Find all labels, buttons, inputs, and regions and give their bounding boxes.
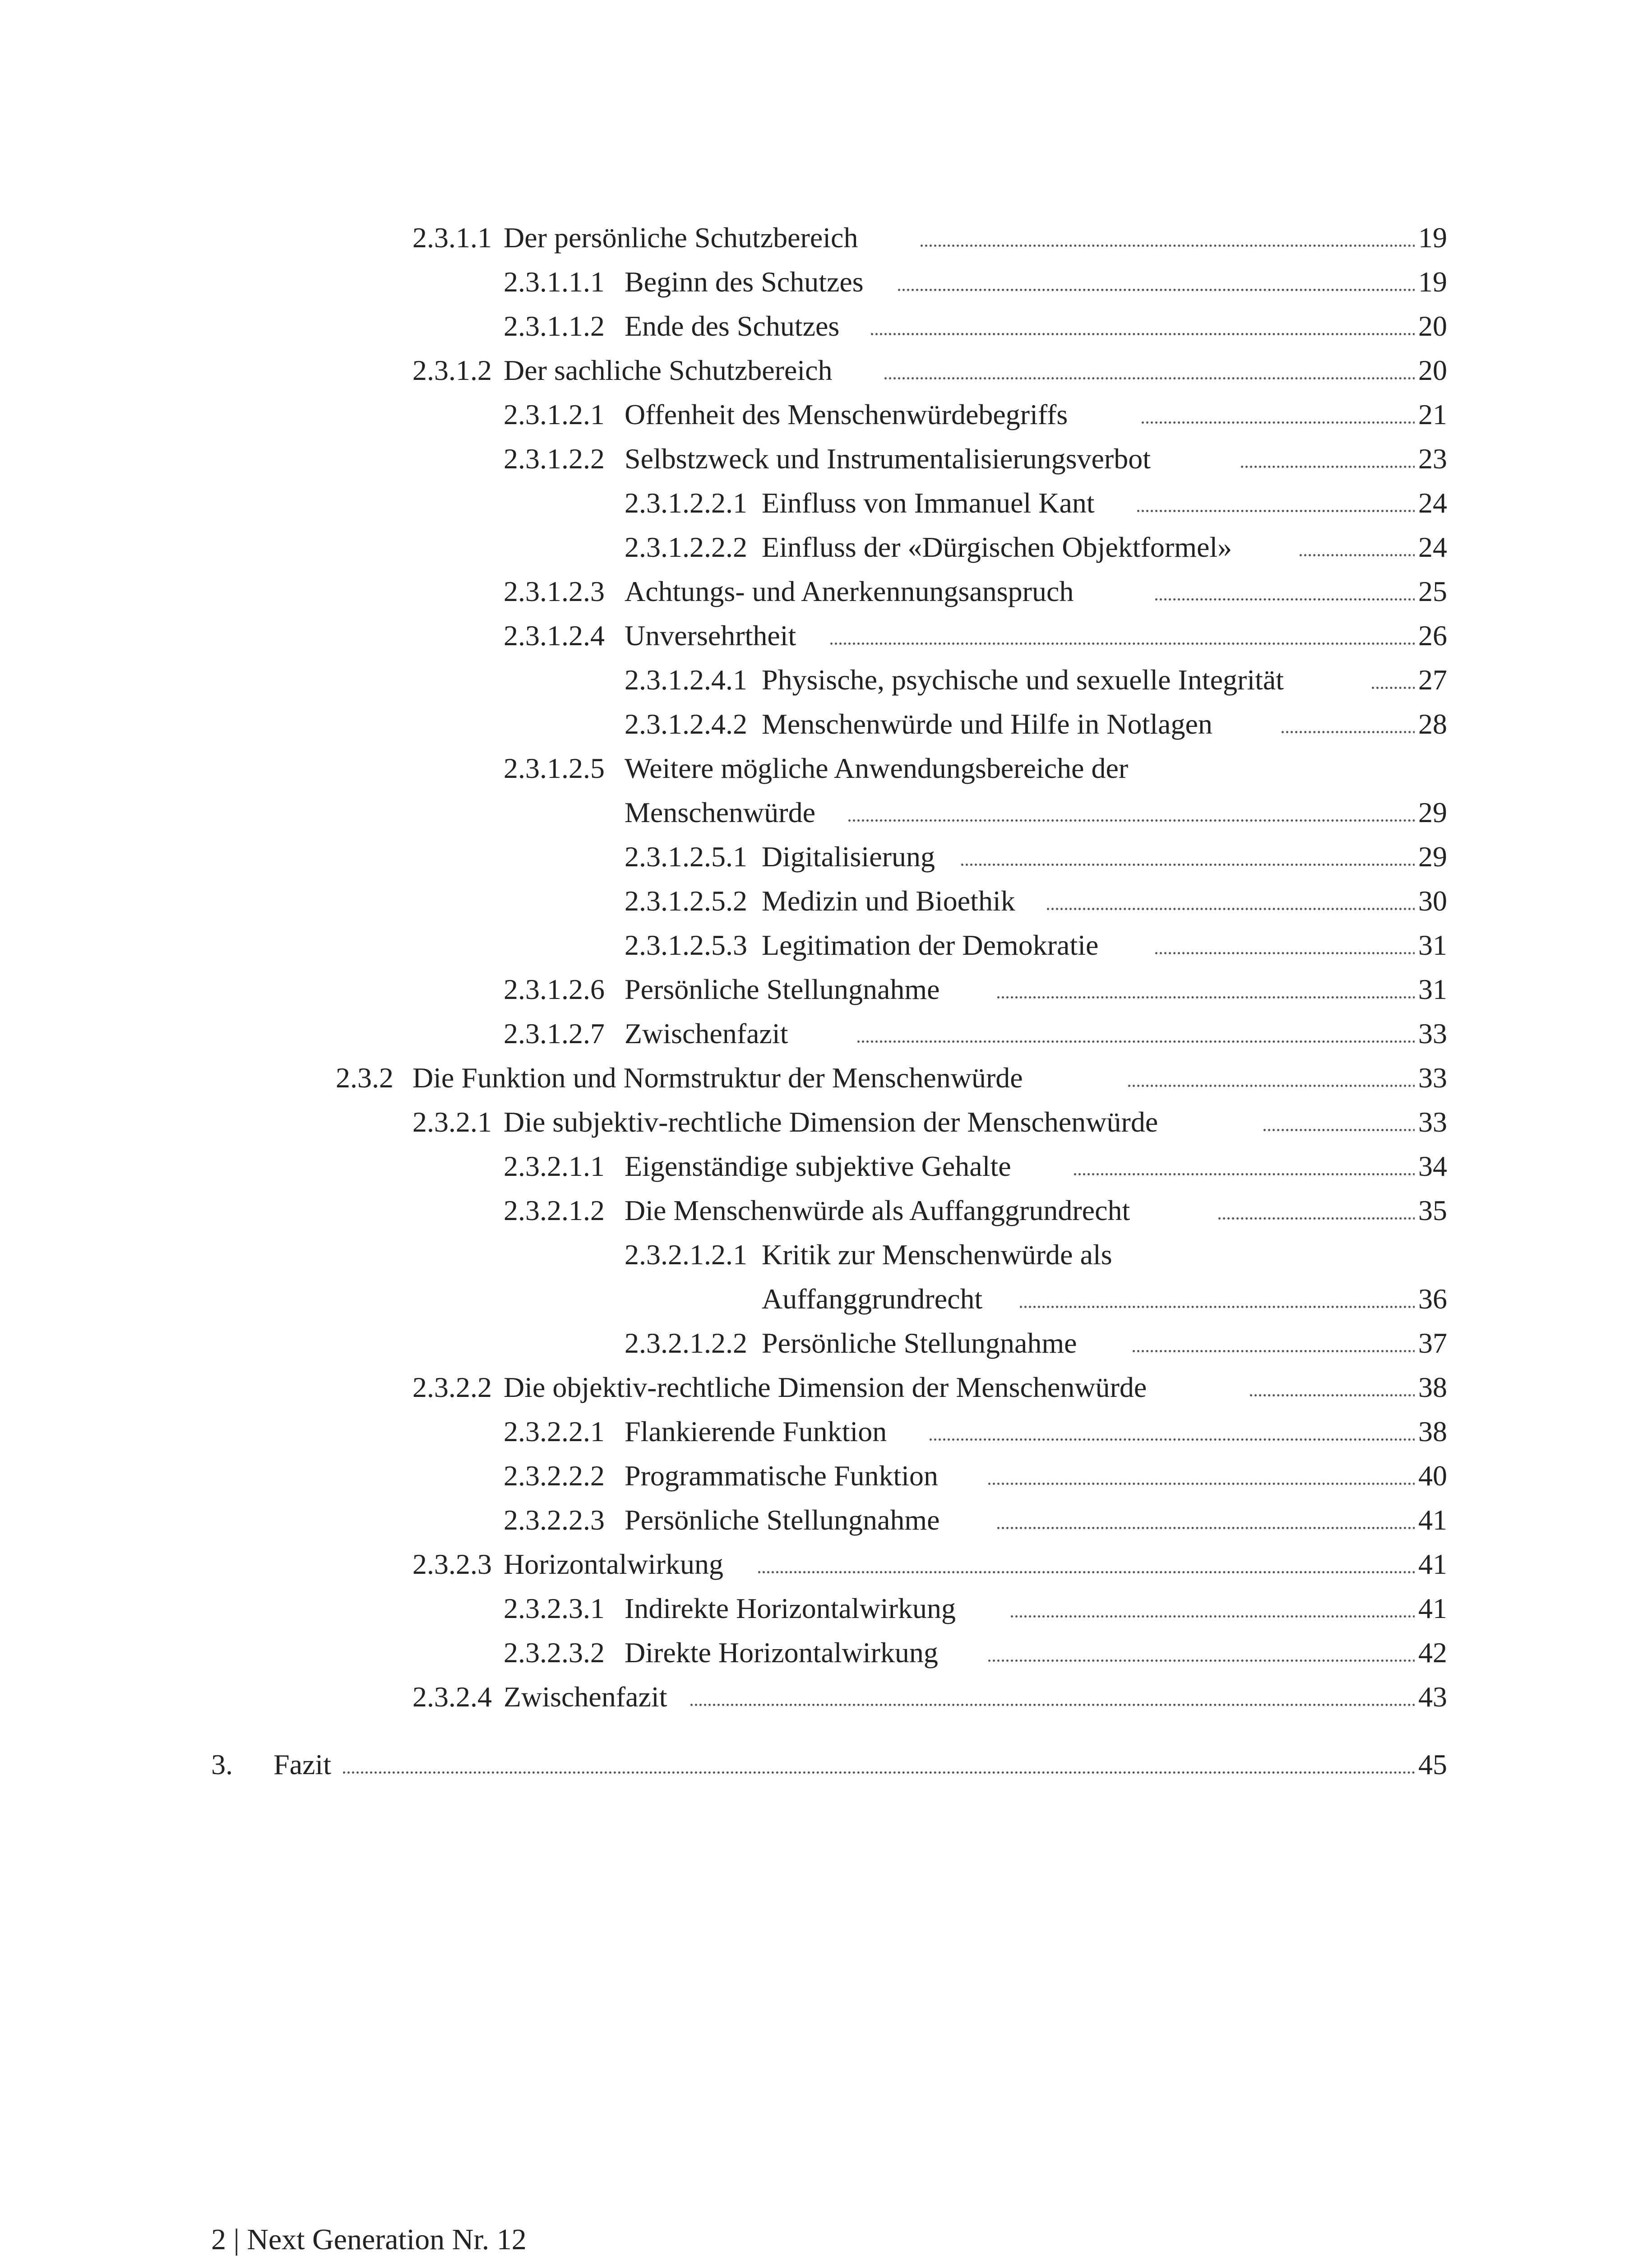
toc-title: Zwischenfazit xyxy=(625,1012,793,1056)
toc-entry[interactable] xyxy=(0,1056,1652,1100)
toc-number: 2.3.1.1.2 xyxy=(504,310,605,342)
dot-leader xyxy=(930,1438,1447,1441)
dot-leader xyxy=(988,1483,1447,1485)
toc-entry[interactable] xyxy=(0,525,1652,569)
toc-title: Horizontalwirkung xyxy=(504,1542,728,1586)
toc-page-number: 33 xyxy=(1415,1100,1447,1144)
toc-title: Einfluss der «Dürgischen Objektformel» xyxy=(762,525,1236,569)
dot-leader xyxy=(1155,952,1447,954)
toc-page-number: 35 xyxy=(1415,1188,1447,1233)
toc-page-number: 28 xyxy=(1415,702,1447,746)
toc-title: Selbstzweck und Instrumentalisierungsverbot xyxy=(625,437,1155,481)
toc-page-number: 20 xyxy=(1415,348,1447,393)
dot-leader xyxy=(898,289,1447,291)
dot-leader xyxy=(988,1660,1447,1662)
toc-page-number: 19 xyxy=(1415,260,1447,304)
dot-leader xyxy=(1137,510,1447,512)
toc-number: 2.3.1.2.3 xyxy=(504,575,605,607)
toc-entry[interactable] xyxy=(0,1100,1652,1144)
toc-number: 2.3.1.2.5.2 xyxy=(625,885,747,917)
toc-entry[interactable] xyxy=(0,393,1652,437)
toc-entry[interactable] xyxy=(0,1188,1652,1233)
toc-page-number: 41 xyxy=(1415,1498,1447,1542)
toc-entry[interactable] xyxy=(0,1743,1652,1787)
toc-entry[interactable] xyxy=(0,967,1652,1012)
toc-entry[interactable] xyxy=(0,658,1652,702)
toc-title: Zwischenfazit xyxy=(504,1675,672,1719)
dot-leader xyxy=(857,1040,1447,1043)
toc-page-number: 29 xyxy=(1415,791,1447,835)
toc-title-continued: Menschenwürde xyxy=(625,791,820,835)
toc-title: Beginn des Schutzes xyxy=(625,260,868,304)
dot-leader xyxy=(871,333,1447,335)
toc-page-number: 24 xyxy=(1415,525,1447,569)
toc-title: Physische, psychische und sexuelle Integrität xyxy=(762,658,1288,702)
toc-page-number: 33 xyxy=(1415,1056,1447,1100)
toc-title: Offenheit des Menschenwürdebegriffs xyxy=(625,393,1072,437)
toc-title: Die subjektiv-rechtliche Dimension der Menschenwürde xyxy=(504,1100,1162,1144)
toc-number: 2.3.1.2.4.2 xyxy=(625,708,747,740)
toc-number: 2.3.1.1 xyxy=(412,222,492,254)
toc-page-number: 36 xyxy=(1415,1277,1447,1321)
dot-leader xyxy=(997,1527,1447,1529)
toc-page-number: 33 xyxy=(1415,1012,1447,1056)
toc-number: 2.3.1.2.5 xyxy=(504,752,605,784)
toc-title: Kritik zur Menschenwürde als xyxy=(762,1233,1112,1277)
toc-number: 2.3.1.2.1 xyxy=(504,398,605,430)
toc-entry[interactable] xyxy=(0,879,1652,923)
dot-leader xyxy=(1128,1085,1447,1087)
toc-title: Achtungs- und Anerkennungsanspruch xyxy=(625,569,1078,614)
toc-number: 2.3.2.1.2.1 xyxy=(625,1239,747,1271)
dot-leader xyxy=(1020,1306,1447,1308)
toc-entry[interactable] xyxy=(0,1454,1652,1498)
toc-entry[interactable] xyxy=(0,1365,1652,1410)
toc-page-number: 30 xyxy=(1415,879,1447,923)
toc-page-number: 20 xyxy=(1415,304,1447,348)
dot-leader xyxy=(921,245,1447,247)
toc-page-number: 31 xyxy=(1415,923,1447,967)
toc-title: Einfluss von Immanuel Kant xyxy=(762,481,1099,525)
toc-title: Die Funktion und Normstruktur der Menschenwürde xyxy=(412,1056,1027,1100)
toc-title: Die objektiv-rechtliche Dimension der Menschenwürde xyxy=(504,1365,1151,1410)
dot-leader xyxy=(961,864,1447,866)
toc-page-number: 41 xyxy=(1415,1542,1447,1586)
dot-leader xyxy=(1011,1615,1447,1618)
toc-entry[interactable] xyxy=(0,348,1652,393)
toc-entry[interactable] xyxy=(0,614,1652,658)
dot-leader xyxy=(1047,908,1447,910)
toc-number: 2.3.2.1 xyxy=(412,1106,492,1138)
toc-title: Fazit xyxy=(273,1743,336,1787)
dot-leader xyxy=(343,1771,1447,1774)
toc-title: Legitimation der Demokratie xyxy=(762,923,1103,967)
page-footer: 2 | Next Generation Nr. 12 xyxy=(211,2223,527,2256)
toc-page-number: 27 xyxy=(1415,658,1447,702)
toc-number: 2.3.2.2.3 xyxy=(504,1504,605,1536)
toc-page-number: 38 xyxy=(1415,1410,1447,1454)
dot-leader xyxy=(848,819,1447,822)
toc-page-number: 38 xyxy=(1415,1365,1447,1410)
toc-page-number: 40 xyxy=(1415,1454,1447,1498)
toc-entry[interactable] xyxy=(0,1012,1652,1056)
toc-entry[interactable] xyxy=(0,304,1652,348)
toc-title: Persönliche Stellungnahme xyxy=(625,1498,944,1542)
dot-leader xyxy=(758,1571,1447,1573)
toc-title: Persönliche Stellungnahme xyxy=(762,1321,1082,1365)
toc-number: 2.3.1.2.4.1 xyxy=(625,664,747,696)
toc-page-number: 23 xyxy=(1415,437,1447,481)
toc-title: Flankierende Funktion xyxy=(625,1410,891,1454)
toc-entry[interactable] xyxy=(0,746,1652,835)
toc-title: Ende des Schutzes xyxy=(625,304,844,348)
toc-number: 2.3.1.2 xyxy=(412,354,492,386)
dot-leader xyxy=(884,377,1447,379)
toc-entry[interactable] xyxy=(0,1498,1652,1542)
toc-number: 3. xyxy=(211,1748,233,1780)
toc-title: Weitere mögliche Anwendungsbereiche der xyxy=(625,746,1128,791)
toc-entry[interactable] xyxy=(0,835,1652,879)
toc-number: 2.3.2.2.2 xyxy=(504,1460,605,1492)
toc-title: Unversehrtheit xyxy=(625,614,801,658)
toc-number: 2.3.2.3 xyxy=(412,1548,492,1580)
toc-title: Der persönliche Schutzbereich xyxy=(504,216,862,260)
dot-leader xyxy=(1133,1350,1447,1352)
toc-number: 2.3.2.3.2 xyxy=(504,1637,605,1669)
toc-title: Direkte Horizontalwirkung xyxy=(625,1631,943,1675)
dot-leader xyxy=(690,1704,1447,1706)
toc-page-number: 26 xyxy=(1415,614,1447,658)
toc-page-number: 34 xyxy=(1415,1144,1447,1188)
toc-entry[interactable] xyxy=(0,216,1652,260)
toc-entry[interactable] xyxy=(0,437,1652,481)
toc-title: Der sachliche Schutzbereich xyxy=(504,348,837,393)
toc-page-number: 19 xyxy=(1415,216,1447,260)
dot-leader xyxy=(1155,598,1447,601)
toc-page-number: 41 xyxy=(1415,1586,1447,1631)
toc-page-number: 31 xyxy=(1415,967,1447,1012)
toc-number: 2.3.1.2.5.3 xyxy=(625,929,747,961)
toc-number: 2.3.2.2 xyxy=(412,1371,492,1403)
toc-page-number: 45 xyxy=(1415,1743,1447,1787)
toc-number: 2.3.2.4 xyxy=(412,1681,492,1713)
toc-number: 2.3.1.2.2.1 xyxy=(625,487,747,519)
dot-leader xyxy=(1074,1173,1447,1175)
toc-title: Eigenständige subjektive Gehalte xyxy=(625,1144,1016,1188)
dot-leader xyxy=(830,643,1447,645)
dot-leader xyxy=(1142,421,1447,424)
toc-entry[interactable] xyxy=(0,569,1652,614)
toc-title: Indirekte Horizontalwirkung xyxy=(625,1586,960,1631)
dot-leader xyxy=(1218,1217,1447,1220)
toc-entry[interactable] xyxy=(0,1631,1652,1675)
toc-page-number: 21 xyxy=(1415,393,1447,437)
toc-entry[interactable] xyxy=(0,1321,1652,1365)
toc-number: 2.3.1.1.1 xyxy=(504,266,605,298)
toc-entry[interactable] xyxy=(0,1233,1652,1321)
toc-title: Medizin und Bioethik xyxy=(762,879,1020,923)
toc-page-number: 37 xyxy=(1415,1321,1447,1365)
toc-title: Menschenwürde und Hilfe in Notlagen xyxy=(762,702,1217,746)
toc-title: Digitalisierung xyxy=(762,835,939,879)
toc-number: 2.3.1.2.2 xyxy=(504,443,605,475)
toc-entry[interactable] xyxy=(0,481,1652,525)
toc-title: Persönliche Stellungnahme xyxy=(625,967,944,1012)
toc-number: 2.3.1.2.5.1 xyxy=(625,841,747,873)
toc-page-number: 43 xyxy=(1415,1675,1447,1719)
toc-page-number: 29 xyxy=(1415,835,1447,879)
toc-page-number: 25 xyxy=(1415,569,1447,614)
toc-number: 2.3.2.3.1 xyxy=(504,1592,605,1624)
toc-number: 2.3.1.2.6 xyxy=(504,973,605,1005)
toc-entry[interactable] xyxy=(0,1410,1652,1454)
toc-entry[interactable] xyxy=(0,1542,1652,1586)
toc-entry[interactable] xyxy=(0,923,1652,967)
toc-number: 2.3.2.2.1 xyxy=(504,1415,605,1447)
toc-entry[interactable] xyxy=(0,1586,1652,1631)
toc-number: 2.3.1.2.2.2 xyxy=(625,531,747,563)
toc-page-number: 42 xyxy=(1415,1631,1447,1675)
toc-title: Die Menschenwürde als Auffanggrundrecht xyxy=(625,1188,1134,1233)
toc-entry[interactable] xyxy=(0,260,1652,304)
toc-title-continued: Auffanggrundrecht xyxy=(762,1277,987,1321)
dot-leader xyxy=(997,996,1447,999)
toc-page-number: 24 xyxy=(1415,481,1447,525)
toc-entry[interactable] xyxy=(0,702,1652,746)
toc-number: 2.3.1.2.4 xyxy=(504,619,605,652)
toc-number: 2.3.2.1.2.2 xyxy=(625,1327,747,1359)
toc-number: 2.3.1.2.7 xyxy=(504,1017,605,1049)
toc-title: Programmatische Funktion xyxy=(625,1454,943,1498)
toc-entry[interactable] xyxy=(0,1675,1652,1719)
toc-entry[interactable] xyxy=(0,1144,1652,1188)
toc-number: 2.3.2.1.1 xyxy=(504,1150,605,1182)
toc-number: 2.3.2.1.2 xyxy=(504,1194,605,1226)
toc-number: 2.3.2 xyxy=(336,1062,393,1094)
